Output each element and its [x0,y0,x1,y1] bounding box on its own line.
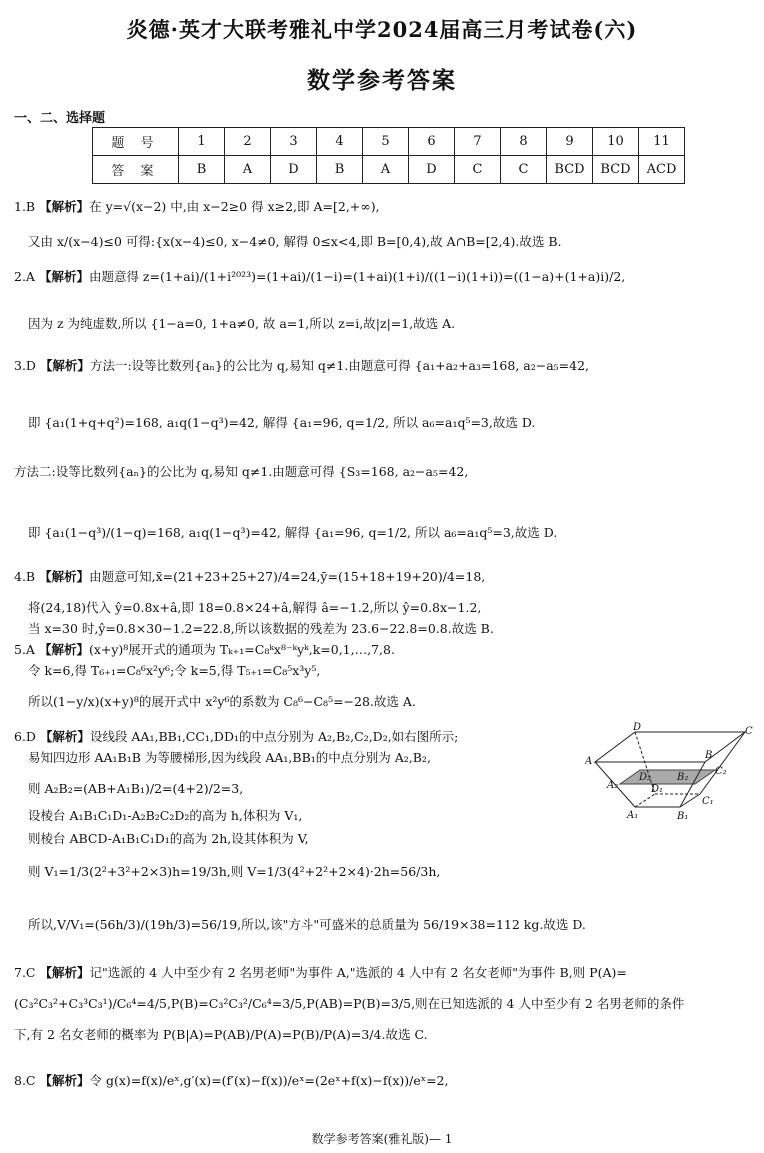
label-A2: A₂ [607,780,619,791]
solution-8 [14,1072,750,1089]
answer-cell: C [455,156,501,184]
solution-line: 当 x=30 时,ŷ=0.8×30−1.2=22.8,所以该数据的残差为 23.6−22.8=0.8.故选 B. [28,621,494,636]
question-number: 2 [225,128,271,156]
solution-line: 设棱台 A₁B₁C₁D₁-A₂B₂C₂D₂的高为 h,体积为 V₁, [28,808,303,823]
answer-cell: A [225,156,271,184]
question-number: 1 [179,128,225,156]
edge-CC1 [700,732,745,794]
solution-4 [14,568,750,637]
answer-cell: C [501,156,547,184]
analysis-marker: 【解析】 [39,358,90,373]
label-A: A [585,756,593,767]
row-header-answer: 答 案 [93,156,179,184]
analysis-marker: 【解析】 [39,569,90,584]
question-number: 8 [501,128,547,156]
solution-line: 2.A 【解析】由题意得 z=(1+ai)/(1+i²⁰²³)=(1+ai)/(1−i)=(1+ai)(1+i)/((1−i)(1+i))=((1−a)+(1+a)i)/2, [14,269,626,284]
solution-line: 3.D 【解析】方法一:设等比数列{aₙ}的公比为 q,易知 q≠1.由题意可得 {a₁+a₂+a₃=168, a₂−a₅=42, [14,358,590,373]
analysis-marker: 【解析】 [39,965,90,980]
label-B2: B₂ [677,772,689,783]
answer-table [92,127,685,184]
answer-cell: B [317,156,363,184]
solution-line: 所以,V/V₁=(56h/3)/(19h/3)=56/19,所以,该"方斗"可盛米的总质量为 56/19×38=112 kg.故选 D. [28,917,586,932]
solution-line: 则 V₁=1/3(2²+3²+2×3)h=19/3h,则 V=1/3(4²+2²+2×4)·2h=56/3h, [28,864,441,879]
solution-line: 令 k=6,得 T₆₊₁=C₈⁶x²y⁶;令 k=5,得 T₅₊₁=C₈⁵x³y⁵, [28,663,321,678]
top-face [595,732,745,762]
label-D2: D₂ [639,772,652,783]
solution-line: 4.B 【解析】由题意可知,x̄=(21+23+25+27)/4=24,ȳ=(15+18+19+20)/4=18, [14,569,486,584]
label-D: D [633,722,642,733]
answer-key-title: 数学参考答案 [307,67,457,94]
solution-line: 即 {a₁(1+q+q²)=168, a₁q(1−q³)=42, 解得 {a₁=96, q=1/2, 所以 a₆=a₁q⁵=3,故选 D. [28,415,536,430]
solution-line: 下,有 2 名女老师的概率为 P(B|A)=P(AB)/P(A)=P(B)/P(A)=3/4.故选 C. [14,1027,428,1042]
solution-line: 将(24,18)代入 ŷ=0.8x+â,即 18=0.8×24+â,解得 â=−1.2,所以 ŷ=0.8x−1.2, [28,600,482,615]
edge-A1D1 [635,794,655,807]
frustum-figure [585,722,755,822]
answer-cell: D [409,156,455,184]
label-C1: C₁ [702,796,714,807]
question-number: 4 [317,128,363,156]
solution-1 [14,198,750,250]
solution-line: (C₃²C₃²+C₃³C₃¹)/C₆⁴=4/5,P(B)=C₃²C₃²/C₆⁴=3/5,P(AB)=P(B)=3/5,则在已知选派的 4 人中至少有 2 名男老师的条件 [14,996,685,1011]
analysis-marker: 【解析】 [39,199,90,214]
solution-line: 因为 z 为纯虚数,所以 {1−a=0, 1+a≠0, 故 a=1,所以 z=i,故|z|=1,故选 A. [28,316,456,331]
question-number: 5 [363,128,409,156]
solution-line: 方法二:设等比数列{aₙ}的公比为 q,易知 q≠1.由题意可得 {S₃=168, a₂−a₅=42, [14,464,469,479]
question-number: 7 [455,128,501,156]
solution-line: 则棱台 ABCD-A₁B₁C₁D₁的高为 2h,设其体积为 V, [28,831,309,846]
solution-line: 6.D 【解析】设线段 AA₁,BB₁,CC₁,DD₁的中点分别为 A₂,B₂,C₂,D₂,如右图所示; [14,729,459,744]
question-number: 11 [639,128,685,156]
page-footer: 数学参考答案(雅礼版)— 1 [311,1132,453,1146]
question-number-row [93,128,685,156]
solution-5 [14,641,750,710]
analysis-marker: 【解析】 [38,269,89,284]
analysis-marker: 【解析】 [38,642,89,657]
label-C2: C₂ [715,766,727,777]
solution-2 [14,268,750,332]
answer-cell: D [271,156,317,184]
solution-line: 则 A₂B₂=(AB+A₁B₁)/2=(4+2)/2=3, [28,781,244,796]
analysis-marker: 【解析】 [39,729,90,744]
solution-line: 8.C 【解析】令 g(x)=f(x)/eˣ,g′(x)=(f′(x)−f(x))/eˣ=(2eˣ+f(x)−f(x))/eˣ=2, [14,1073,449,1088]
mid-section [620,770,715,784]
answer-cell: BCD [547,156,593,184]
answer-cell: A [363,156,409,184]
analysis-marker: 【解析】 [39,1073,90,1088]
solution-line: 1.B 【解析】在 y=√(x−2) 中,由 x−2≥0 得 x≥2,即 A=[2,+∞), [14,199,380,214]
question-number: 3 [271,128,317,156]
question-number: 6 [409,128,455,156]
label-A1: A₁ [627,810,639,821]
solution-7 [14,964,750,1043]
edge-B1C1 [680,794,700,807]
answer-cell: BCD [593,156,639,184]
answer-cell: B [179,156,225,184]
label-D1: D₁ [651,784,664,795]
answer-row [93,156,685,184]
label-C: C [745,726,753,737]
solution-line: 所以(1−y/x)(x+y)⁸的展开式中 x²y⁶的系数为 C₈⁶−C₈⁵=−28.故选 A. [28,694,416,709]
question-number: 10 [593,128,639,156]
exam-title: 炎德·英才大联考雅礼中学2024届高三月考试卷(六) [126,17,638,42]
solution-line: 又由 x/(x−4)≤0 可得:{x(x−4)≤0, x−4≠0, 解得 0≤x<4,即 B=[0,4),故 A∩B=[2,4).故选 B. [28,234,562,249]
label-B: B [705,750,713,761]
question-number: 9 [547,128,593,156]
row-header-number: 题 号 [93,128,179,156]
solution-line: 7.C 【解析】记"选派的 4 人中至少有 2 名男老师"为事件 A,"选派的 4 人中有 2 名女老师"为事件 B,则 P(A)= [14,965,627,980]
answer-cell: ACD [639,156,685,184]
label-B1: B₁ [677,811,689,822]
section-label: 一、二、选择题 [14,111,106,126]
solution-3 [14,357,750,541]
solution-line: 易知四边形 AA₁B₁B 为等腰梯形,因为线段 AA₁,BB₁的中点分别为 A₂,B₂, [28,750,431,765]
solution-line: 即 {a₁(1−q³)/(1−q)=168, a₁q(1−q³)=42, 解得 {a₁=96, q=1/2, 所以 a₆=a₁q⁵=3,故选 D. [28,525,558,540]
solution-line: 5.A 【解析】(x+y)⁸展开式的通项为 Tₖ₊₁=C₈ᵏx⁸⁻ᵏyᵏ,k=0,1,…,7,8. [14,642,395,657]
